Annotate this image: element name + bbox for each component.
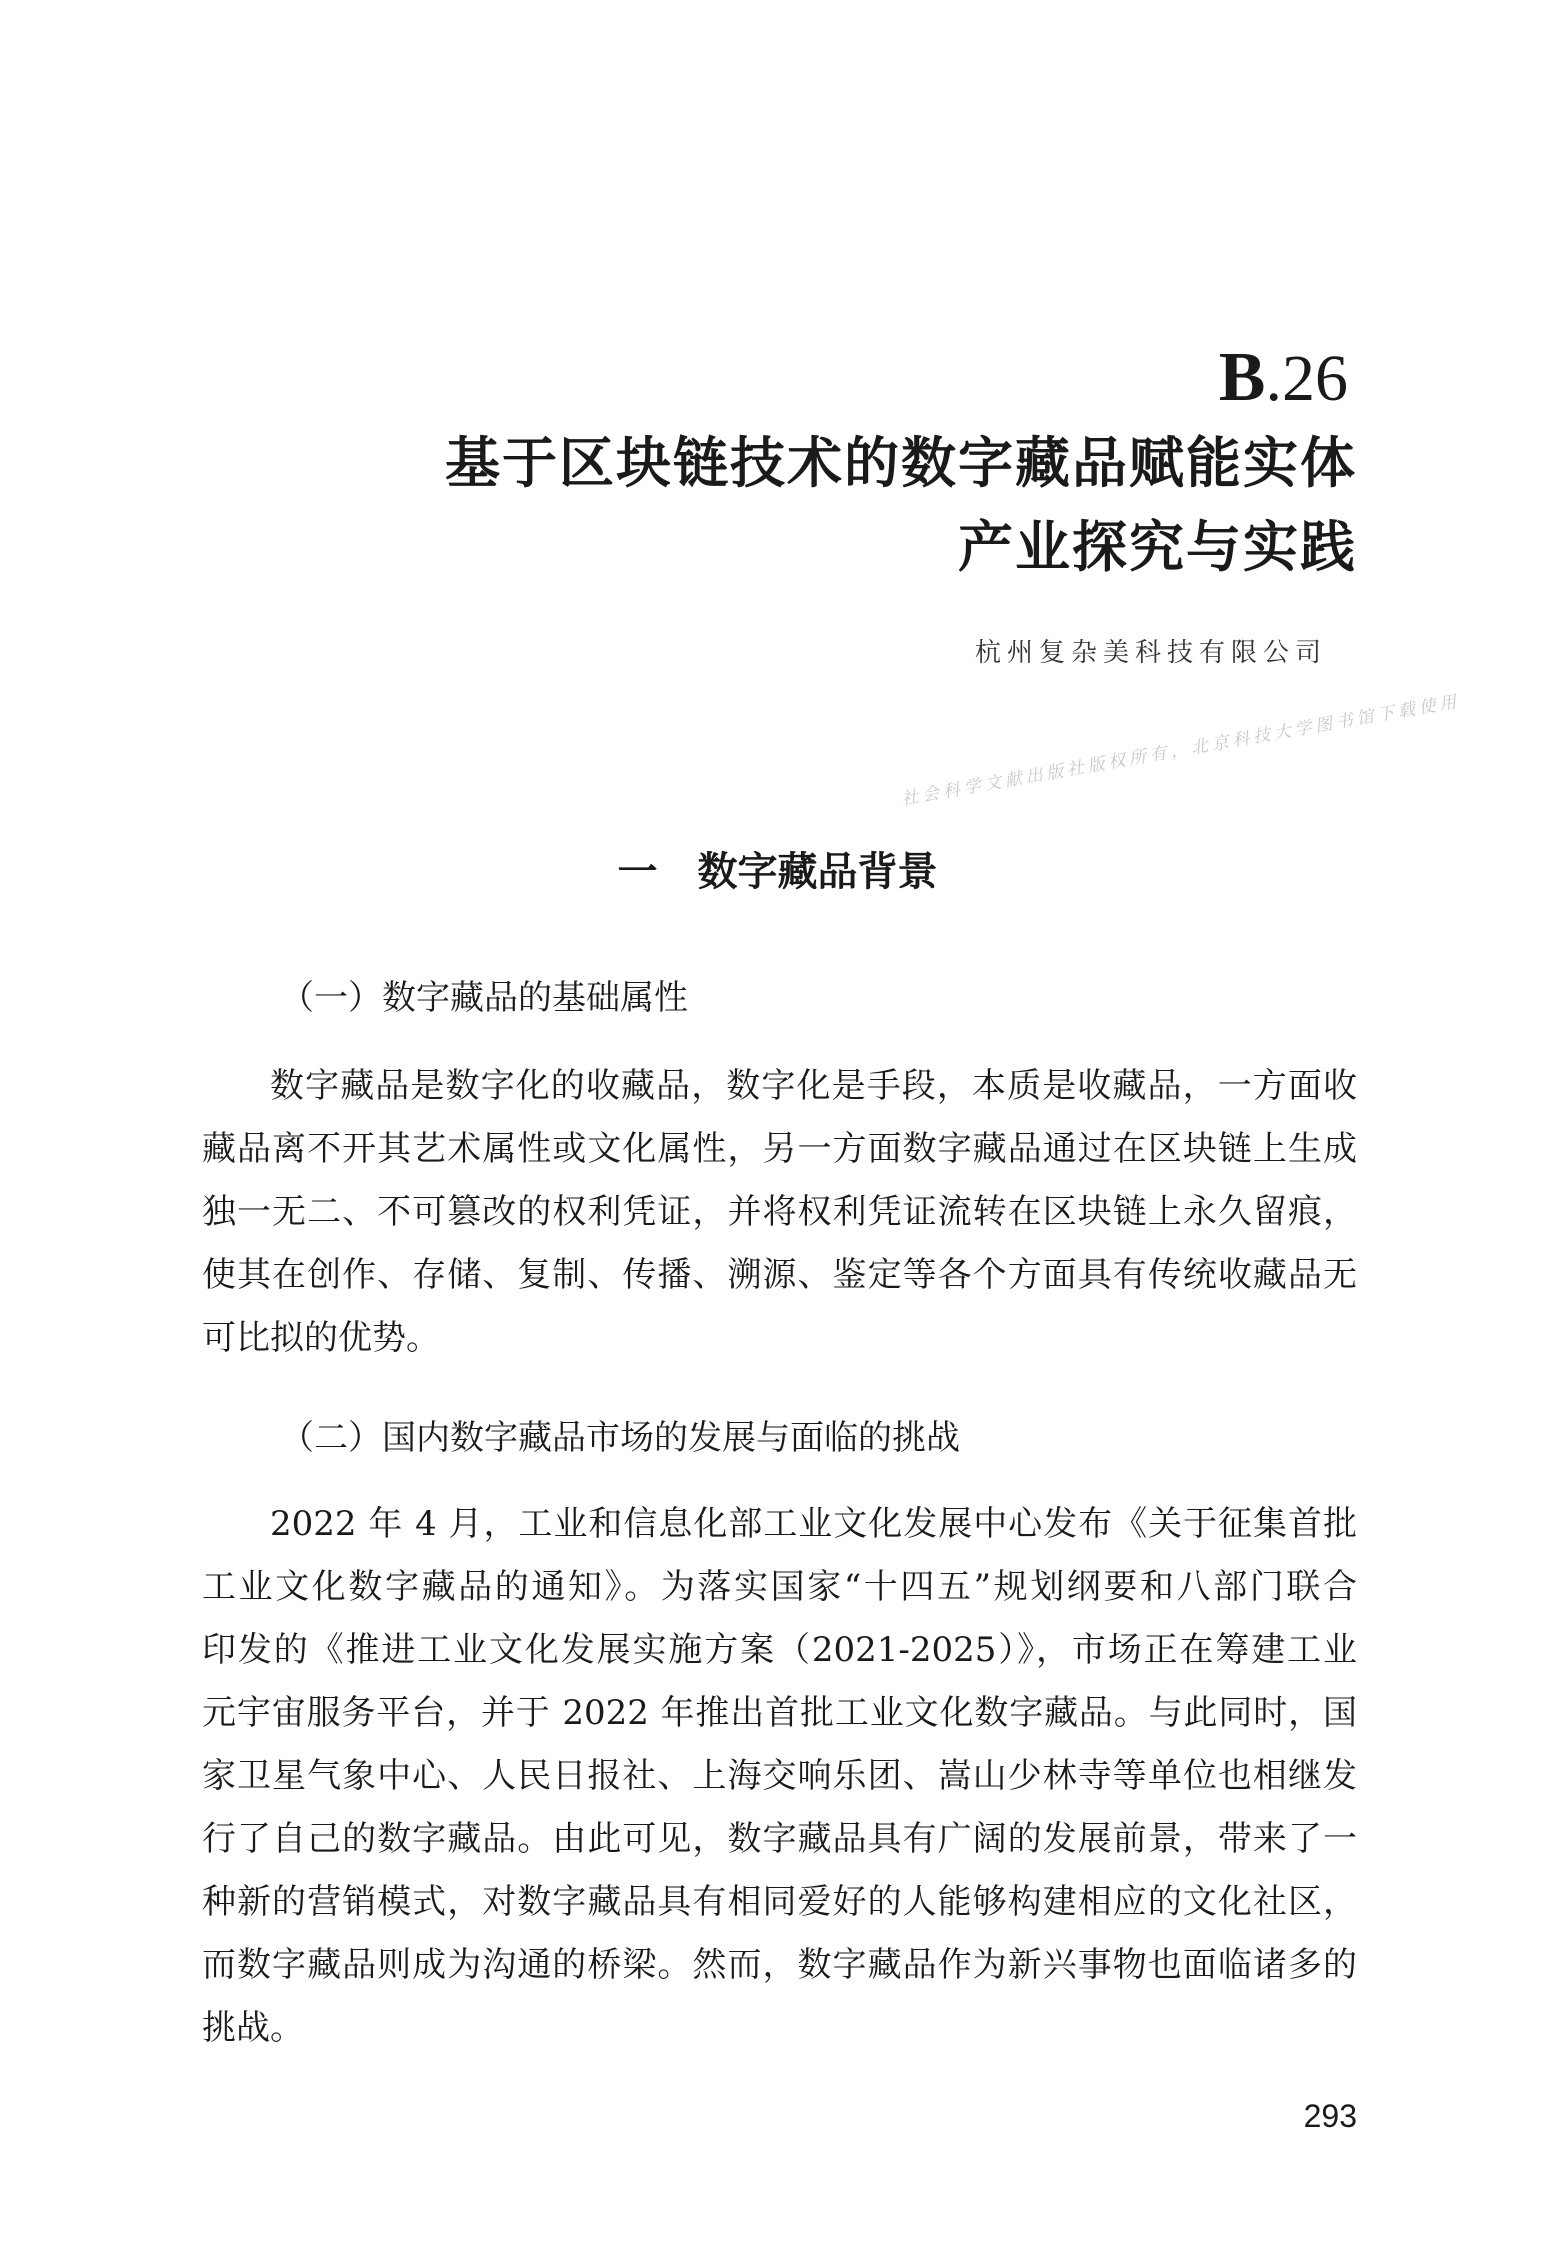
subsection-heading-2: （二）国内数字藏品市场的发展与面临的挑战 (280, 1418, 960, 1458)
text-line: 元宇宙服务平台，并于 2022 年推出首批工业文化数字藏品。与此同时，国 (202, 1693, 1357, 1733)
paragraph-2 (202, 1493, 1357, 2060)
title-line-2: 产业探究与实践 (957, 514, 1357, 579)
text-line: 挑战。 (202, 2008, 304, 2048)
text-line: 藏品离不开其艺术属性或文化属性，另一方面数字藏品通过在区块链上生成 (202, 1129, 1357, 1169)
text-line: 可比拟的优势。 (202, 1318, 440, 1358)
title-line-1: 基于区块链技术的数字藏品赋能实体 (444, 430, 1357, 495)
subsection-heading-1: （一）数字藏品的基础属性 (280, 978, 688, 1018)
text-line: 数字藏品是数字化的收藏品，数字化是手段，本质是收藏品，一方面收 (270, 1066, 1357, 1106)
text-line: 2022 年 4 月，工业和信息化部工业文化发展中心发布《关于征集首批 (270, 1504, 1357, 1544)
watermark: 社会科学文献出版社版权所有，北京科技大学图书馆下载使用 (900, 691, 1462, 810)
text-line: 工业文化数字藏品的通知》。为落实国家“十四五”规划纲要和八部门联合 (202, 1567, 1357, 1607)
text-line: 而数字藏品则成为沟通的桥梁。然而，数字藏品作为新兴事物也面临诸多的 (202, 1945, 1357, 1985)
text-line: 独一无二、不可篡改的权利凭证，并将权利凭证流转在区块链上永久留痕， (202, 1192, 1357, 1232)
text-line: 使其在创作、存储、复制、传播、溯源、鉴定等各个方面具有传统收藏品无 (202, 1255, 1357, 1295)
chapter-code (1219, 338, 1348, 419)
section-heading: 一 数字藏品背景 (617, 848, 938, 895)
text-line: 家卫星气象中心、人民日报社、上海交响乐团、嵩山少林寺等单位也相继发 (202, 1756, 1357, 1796)
page-number: 293 (1303, 2098, 1357, 2134)
chapter-number: .26 (1265, 342, 1348, 415)
text-line: 印发的《推进工业文化发展实施方案（2021-2025）》，市场正在筹建工业 (202, 1630, 1357, 1670)
text-line: 行了自己的数字藏品。由此可见，数字藏品具有广阔的发展前景，带来了一 (202, 1819, 1357, 1859)
chapter-letter: B (1218, 339, 1266, 416)
author: 杭州复杂美科技有限公司 (974, 638, 1327, 668)
paragraph-1 (202, 1055, 1357, 1370)
text-line: 种新的营销模式，对数字藏品具有相同爱好的人能够构建相应的文化社区， (202, 1882, 1357, 1922)
